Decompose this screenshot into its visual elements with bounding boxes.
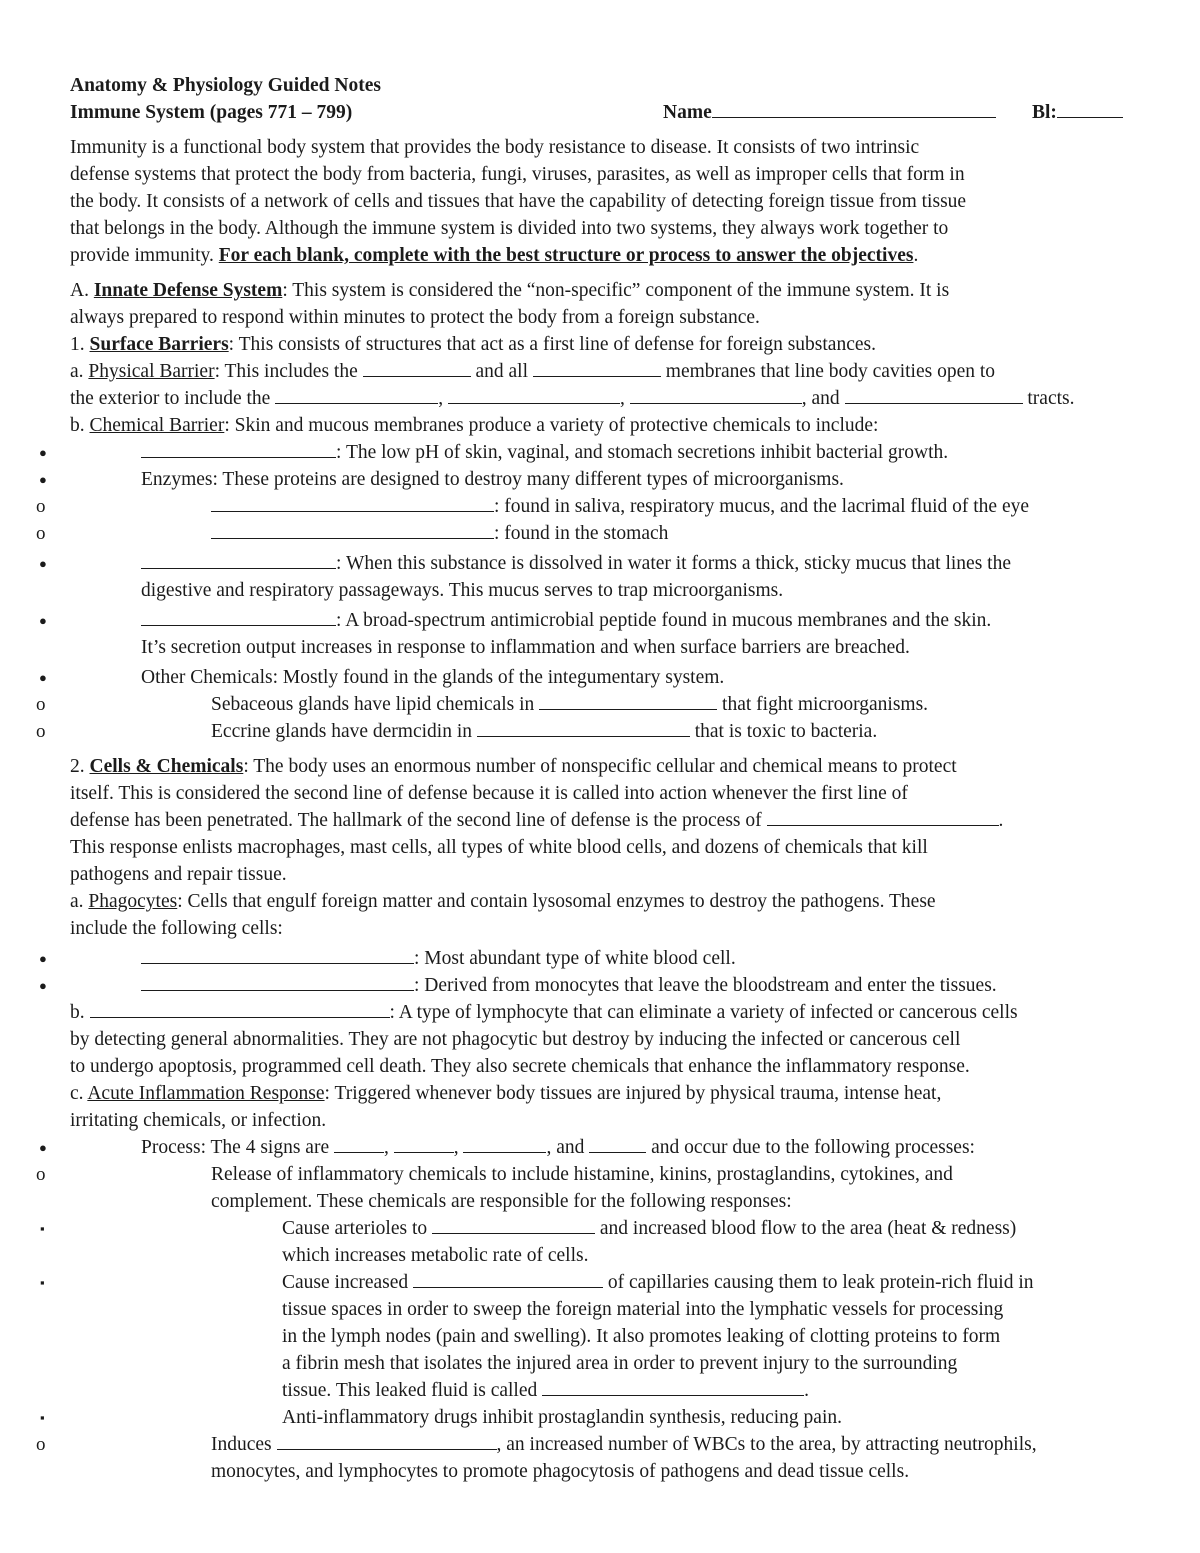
- square-bullet-icon: ▪: [40, 1410, 45, 1425]
- cells-chemicals-line-3: defense has been penetrated. The hallmark of the second line of defense is the process of .: [70, 807, 1160, 834]
- cells-chemicals-line-2: itself. This is considered the second line of defense because it is called into action whenever the first line of: [70, 783, 908, 804]
- blank-mucin[interactable]: [141, 550, 336, 569]
- phagocytes-heading: a. Phagocytes: Cells that engulf foreign matter and contain lysosomal enzymes to destroy the pathogens. These: [70, 891, 936, 912]
- intro-line-4: that belongs in the body. Although the immune system is divided into two systems, they always work together to: [70, 218, 949, 239]
- list-item-anti-inflammatory: ▪ Anti-inflammatory drugs inhibit prostaglandin synthesis, reducing pain.: [70, 1404, 1160, 1431]
- blank-inflammation[interactable]: [767, 807, 999, 826]
- document-title: Anatomy & Physiology Guided Notes: [70, 75, 381, 96]
- circle-bullet-icon: o: [36, 694, 46, 715]
- list-item-induces-cont: monocytes, and lymphocytes to promote phagocytosis of pathogens and dead tissue cells.: [211, 1461, 910, 1482]
- blank-tract-2[interactable]: [448, 385, 620, 404]
- list-item-defensin: ● : A broad-spectrum antimicrobial peptide found in mucous membranes and the skin.: [70, 607, 1160, 634]
- name-field[interactable]: Name: [663, 99, 996, 126]
- name-blank[interactable]: [712, 99, 996, 118]
- blank-sign-4[interactable]: [589, 1134, 646, 1153]
- document-subtitle: Immune System (pages 771 – 799): [70, 102, 353, 123]
- cells-chemicals-line-5: pathogens and repair tissue.: [70, 864, 287, 885]
- section-a-line-2: always prepared to respond within minutes to protect the body from a foreign substance.: [70, 307, 760, 328]
- circle-bullet-icon: o: [36, 523, 46, 544]
- blank-tract-1[interactable]: [275, 385, 438, 404]
- cells-chemicals-line-4: This response enlists macrophages, mast cells, all types of white blood cells, and dozens of chemicals that kill: [70, 837, 928, 858]
- list-item-permeability-cont-3: a fibrin mesh that isolates the injured area in order to prevent injury to the surrounding: [282, 1353, 958, 1374]
- bullet-icon: ●: [39, 556, 47, 571]
- physical-barrier-line-1: a. Physical Barrier: This includes the and all membranes that line body cavities open to: [70, 358, 1160, 385]
- chemical-barrier-heading: b. Chemical Barrier: Skin and mucous membranes produce a variety of protective chemicals to include:: [70, 415, 879, 436]
- bullet-icon: ●: [39, 445, 47, 460]
- blank-neutrophils[interactable]: [141, 945, 414, 964]
- phagocytes-line-2: include the following cells:: [70, 918, 283, 939]
- circle-bullet-icon: o: [36, 1164, 46, 1185]
- blank-pepsin[interactable]: [211, 520, 494, 539]
- list-item-process: ● Process: The 4 signs are , , , and and occur due to the following processes:: [70, 1134, 1160, 1161]
- list-item-arterioles: ▪ Cause arterioles to and increased blood flow to the area (heat & redness): [70, 1215, 1160, 1242]
- section-a-heading: A. Innate Defense System: This system is considered the “non-specific” component of the immune system. It is: [70, 280, 950, 301]
- blank-sign-3[interactable]: [463, 1134, 546, 1153]
- guided-notes-page: [36, 72, 1160, 1485]
- blank-dilate[interactable]: [432, 1215, 595, 1234]
- list-item-permeability-cont-2: in the lymph nodes (pain and swelling). It also promotes leaking of clotting proteins to form: [282, 1326, 1001, 1347]
- square-bullet-icon: ▪: [40, 1221, 45, 1236]
- blank-acid[interactable]: [141, 439, 336, 458]
- physical-barrier-line-2: the exterior to include the , , , and tracts.: [70, 385, 1160, 412]
- blank-sign-2[interactable]: [394, 1134, 454, 1153]
- intro-line-3: the body. It consists of a network of cells and tissues that have the capability of detecting foreign tissue from tissue: [70, 191, 967, 212]
- blank-tract-4[interactable]: [845, 385, 1023, 404]
- circle-bullet-icon: o: [36, 496, 46, 517]
- instruction-text: For each blank, complete with the best structure or process to answer the objectives: [218, 245, 914, 266]
- blank-permeability[interactable]: [413, 1269, 603, 1288]
- list-item-defensin-cont: It’s secretion output increases in response to inflammation and when surface barriers are breached.: [141, 637, 910, 658]
- bullet-icon: ●: [39, 670, 47, 685]
- surface-barriers-heading: 1. Surface Barriers: This consists of structures that act as a first line of defense for foreign substances.: [70, 334, 876, 355]
- blank-sign-1[interactable]: [334, 1134, 384, 1153]
- list-item-permeability-cont-4: tissue. This leaked fluid is called .: [70, 1377, 1160, 1404]
- list-item-release-cont: complement. These chemicals are responsible for the following responses:: [211, 1191, 792, 1212]
- blank-tract-3[interactable]: [630, 385, 802, 404]
- bullet-icon: ●: [39, 1140, 47, 1155]
- list-item-enzyme-2: o : found in the stomach: [70, 520, 1160, 547]
- bullet-icon: ●: [39, 472, 47, 487]
- bullet-icon: ●: [39, 613, 47, 628]
- blank-mucous[interactable]: [533, 358, 661, 377]
- list-item-eccrine: o Eccrine glands have dermcidin in that is toxic to bacteria.: [70, 718, 1160, 745]
- nk-cells-line-1: b. : A type of lymphocyte that can eliminate a variety of infected or cancerous cells: [70, 999, 1160, 1026]
- list-item-enzymes: ● Enzymes: These proteins are designed to destroy many different types of microorganisms.: [70, 466, 1160, 493]
- nk-cells-line-2: by detecting general abnormalities. They are not phagocytic but destroy by inducing the infected or cancerous cell: [70, 1029, 961, 1050]
- blank-sweat[interactable]: [477, 718, 690, 737]
- blank-exudate[interactable]: [542, 1377, 804, 1396]
- nk-cells-line-3: to undergo apoptosis, programmed cell death. They also secrete chemicals that enhance the inflammatory response.: [70, 1056, 970, 1077]
- block-field[interactable]: Bl:: [1032, 99, 1123, 126]
- circle-bullet-icon: o: [36, 1434, 46, 1455]
- blank-sebum[interactable]: [539, 691, 717, 710]
- list-item-release: o Release of inflammatory chemicals to include histamine, kinins, prostaglandins, cytokines, and: [70, 1161, 1160, 1188]
- inflammation-line-2: irritating chemicals, or infection.: [70, 1110, 327, 1131]
- list-item-macrophages: ● : Derived from monocytes that leave the bloodstream and enter the tissues.: [70, 972, 1160, 999]
- intro-line-2: defense systems that protect the body from bacteria, fungi, viruses, parasites, as well as improper cells that form in: [70, 164, 965, 185]
- list-item-mucin-cont: digestive and respiratory passageways. This mucus serves to trap microorganisms.: [141, 580, 784, 601]
- list-item-neutrophils: ● : Most abundant type of white blood cell.: [70, 945, 1160, 972]
- blank-nk-cells[interactable]: [90, 999, 390, 1018]
- inflammation-heading: c. Acute Inflammation Response: Triggered whenever body tissues are injured by physical trauma, intense heat,: [70, 1083, 942, 1104]
- list-item-permeability-cont-1: tissue spaces in order to sweep the foreign material into the lymphatic vessels for processing: [282, 1299, 1004, 1320]
- bullet-icon: ●: [39, 951, 47, 966]
- list-item-mucin: ● : When this substance is dissolved in water it forms a thick, sticky mucus that lines the: [70, 550, 1160, 577]
- list-item-acid: ● : The low pH of skin, vaginal, and stomach secretions inhibit bacterial growth.: [70, 439, 1160, 466]
- list-item-other: ● Other Chemicals: Mostly found in the glands of the integumentary system.: [70, 664, 1160, 691]
- square-bullet-icon: ▪: [40, 1275, 45, 1290]
- blank-lysozyme[interactable]: [211, 493, 494, 512]
- block-blank[interactable]: [1057, 99, 1123, 118]
- cells-chemicals-heading: 2. Cells & Chemicals: The body uses an enormous number of nonspecific cellular and chemical means to protect: [70, 756, 957, 777]
- blank-macrophages[interactable]: [141, 972, 414, 991]
- header-row: [70, 99, 1160, 126]
- bullet-icon: ●: [39, 978, 47, 993]
- list-item-induces: o Induces , an increased number of WBCs to the area, by attracting neutrophils,: [70, 1431, 1160, 1458]
- list-item-sebaceous: o Sebaceous glands have lipid chemicals in that fight microorganisms.: [70, 691, 1160, 718]
- blank-skin[interactable]: [363, 358, 471, 377]
- intro-line-1: Immunity is a functional body system that provides the body resistance to disease. It consists of two intrinsic: [70, 137, 920, 158]
- blank-leukocytosis[interactable]: [277, 1431, 497, 1450]
- circle-bullet-icon: o: [36, 721, 46, 742]
- list-item-permeability: ▪ Cause increased of capillaries causing them to leak protein-rich fluid in: [70, 1269, 1160, 1296]
- list-item-enzyme-1: o : found in saliva, respiratory mucus, and the lacrimal fluid of the eye: [70, 493, 1160, 520]
- intro-line-5: provide immunity. For each blank, complete with the best structure or process to answer the objectives.: [70, 245, 919, 266]
- blank-defensin[interactable]: [141, 607, 336, 626]
- list-item-arterioles-cont: which increases metabolic rate of cells.: [282, 1245, 589, 1266]
